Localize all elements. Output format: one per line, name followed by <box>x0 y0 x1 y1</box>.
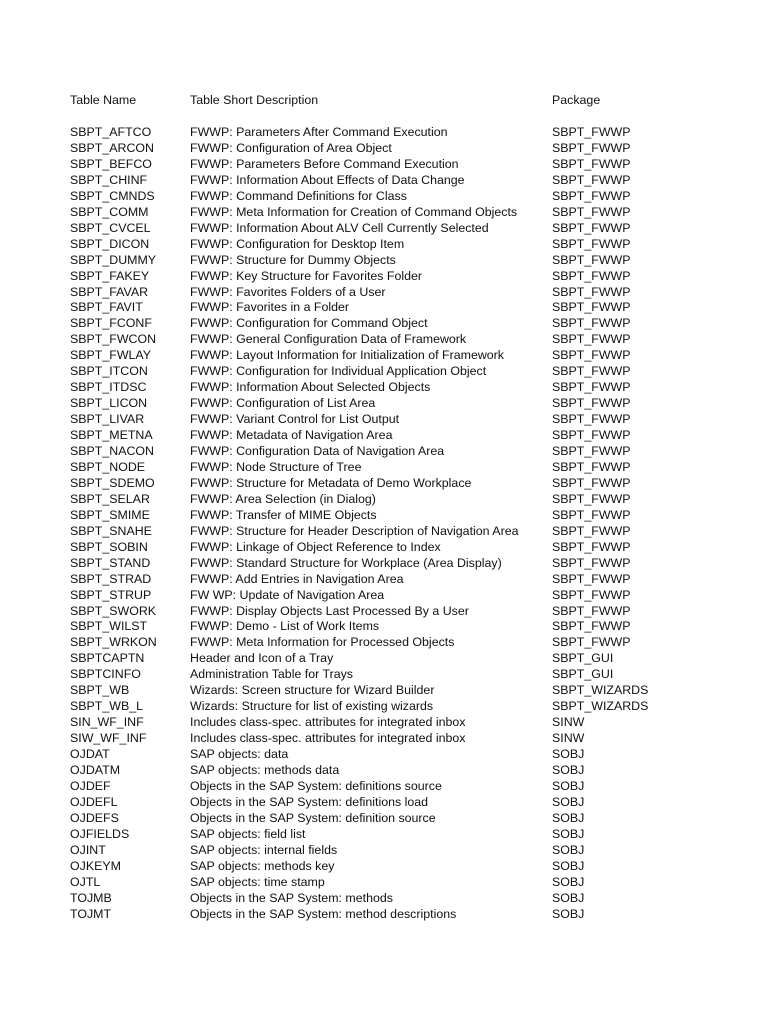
table-name-cell: SBPT_SMIME <box>70 507 150 522</box>
description-cell: FWWP: Configuration for Individual Application Object <box>190 364 487 379</box>
package-cell: SBPT_FWWP <box>552 539 631 554</box>
description-cell: FWWP: Meta Information for Creation of Command Objects <box>190 204 518 219</box>
table-name-cell: SIN_WF_INF <box>70 715 144 730</box>
description-cell: FWWP: Parameters After Command Execution <box>190 125 448 139</box>
description-cell: Objects in the SAP System: definitions load <box>190 794 429 809</box>
package-cell: SOBJ <box>552 874 585 889</box>
description-cell: FWWP: Configuration of List Area <box>190 396 376 411</box>
table-name-cell: SBPT_STRUP <box>70 587 152 602</box>
description-cell: SAP objects: data <box>190 747 289 762</box>
table-row <box>0 523 768 539</box>
table-name-cell: SBPT_SDEMO <box>70 475 155 490</box>
table-row <box>0 475 768 491</box>
description-cell: FWWP: Linkage of Object Reference to Index <box>190 539 441 554</box>
description-cell: FWWP: Structure for Header Description of Navigation Area <box>190 523 519 538</box>
table-name-cell: SBPT_DICON <box>70 236 150 251</box>
table-header-row <box>0 92 768 108</box>
package-cell: SBPT_FWWP <box>552 284 631 299</box>
package-cell: SOBJ <box>552 763 585 777</box>
table-name-cell: SBPT_METNA <box>70 428 153 443</box>
table-name-cell: OJINT <box>70 842 106 857</box>
table-row <box>0 331 768 347</box>
table-row <box>0 220 768 236</box>
description-cell: FWWP: Meta Information for Processed Objects <box>190 635 455 650</box>
description-cell: FWWP: Configuration of Area Object <box>190 140 392 155</box>
description-cell: FWWP: Configuration for Command Object <box>190 316 428 331</box>
table-row <box>0 491 768 507</box>
table-name-cell: SBPT_LICON <box>70 396 148 411</box>
table-row <box>0 618 768 634</box>
table-row <box>0 411 768 427</box>
package-cell: SBPT_FWWP <box>552 316 631 331</box>
description-cell: FWWP: Structure for Dummy Objects <box>190 252 396 267</box>
description-cell: Header and Icon of a Tray <box>190 651 334 666</box>
table-row <box>0 363 768 379</box>
description-cell: Wizards: Structure for list of existing wizards <box>190 699 434 714</box>
description-cell: FWWP: Demo - List of Work Items <box>190 619 380 634</box>
table-name-cell: SBPT_AFTCO <box>70 125 152 139</box>
package-cell: SOBJ <box>552 842 585 857</box>
package-cell: SOBJ <box>552 778 585 793</box>
description-cell: FWWP: Area Selection (in Dialog) <box>190 491 376 506</box>
package-cell: SBPT_FWWP <box>552 587 631 602</box>
table-row <box>0 666 768 682</box>
table-name-cell: SIW_WF_INF <box>70 731 147 746</box>
description-cell: FWWP: Information About ALV Cell Currently Selected <box>190 220 489 235</box>
table-name-cell: SBPT_SWORK <box>70 603 157 618</box>
table-row <box>0 427 768 443</box>
table-row <box>0 347 768 363</box>
table-row <box>0 299 768 315</box>
description-cell: FWWP: Key Structure for Favorites Folder <box>190 268 423 283</box>
table-name-cell: SBPT_FWLAY <box>70 348 152 363</box>
description-cell: FWWP: Configuration for Desktop Item <box>190 236 405 251</box>
table-row <box>0 571 768 587</box>
table-name-cell: SBPT_FWCON <box>70 332 157 347</box>
table-row <box>0 603 768 619</box>
package-cell: SOBJ <box>552 794 585 809</box>
description-cell: FWWP: Configuration Data of Navigation Area <box>190 444 445 458</box>
table-name-cell: SBPT_DUMMY <box>70 252 157 267</box>
package-cell: SBPT_FWWP <box>552 140 631 155</box>
table-name-cell: SBPTCAPTN <box>70 651 145 666</box>
table-row <box>0 714 768 730</box>
package-cell: SBPT_FWWP <box>552 188 631 203</box>
column-header-package: Package <box>552 93 601 107</box>
table-row <box>0 906 768 922</box>
package-cell: SBPT_FWWP <box>552 172 631 187</box>
table-row <box>0 124 768 140</box>
table-name-cell: SBPT_FAVAR <box>70 284 149 299</box>
table-row <box>0 188 768 204</box>
table-row <box>0 858 768 874</box>
table-row <box>0 172 768 188</box>
package-cell: SBPT_FWWP <box>552 364 631 379</box>
table-row <box>0 682 768 698</box>
description-cell: Wizards: Screen structure for Wizard Builder <box>190 683 435 698</box>
table-name-cell: SBPT_WILST <box>70 619 148 634</box>
description-cell: Objects in the SAP System: method descriptions <box>190 906 457 921</box>
package-cell: SOBJ <box>552 858 585 873</box>
package-cell: SBPT_FWWP <box>552 300 631 315</box>
table-name-cell: TOJMB <box>70 890 112 905</box>
table-row <box>0 156 768 172</box>
package-cell: SBPT_FWWP <box>552 236 631 251</box>
table-row <box>0 284 768 300</box>
table-row <box>0 587 768 603</box>
table-row <box>0 842 768 858</box>
table-name-cell: OJDEFS <box>70 810 119 825</box>
package-cell: SBPT_FWWP <box>552 348 631 363</box>
description-cell: FWWP: Layout Information for Initialization of Framework <box>190 348 505 363</box>
table-name-cell: SBPT_COMM <box>70 204 149 219</box>
package-cell: SBPT_FWWP <box>552 396 631 411</box>
description-cell: Objects in the SAP System: definitions source <box>190 778 442 793</box>
package-cell: SBPT_FWWP <box>552 619 631 634</box>
table-row <box>0 252 768 268</box>
package-cell: SBPT_FWWP <box>552 555 631 570</box>
table-row <box>0 698 768 714</box>
package-cell: SBPT_FWWP <box>552 412 631 427</box>
table-name-cell: SBPT_WB <box>70 683 130 698</box>
table-name-cell: SBPT_BEFCO <box>70 156 152 171</box>
table-row <box>0 746 768 762</box>
description-cell: FWWP: Metadata of Navigation Area <box>190 428 393 443</box>
description-cell: FWWP: Information About Selected Objects <box>190 380 431 395</box>
table-row <box>0 890 768 906</box>
table-name-cell: SBPT_LIVAR <box>70 412 145 427</box>
table-name-cell: OJDEF <box>70 778 111 793</box>
table-name-cell: SBPT_WRKON <box>70 635 157 650</box>
table-row <box>0 650 768 666</box>
package-cell: SBPT_WIZARDS <box>552 699 649 714</box>
description-cell: SAP objects: methods data <box>190 763 340 777</box>
package-cell: SBPT_GUI <box>552 651 614 666</box>
package-cell: SBPT_FWWP <box>552 523 631 538</box>
description-cell: FWWP: Structure for Metadata of Demo Workplace <box>190 475 472 490</box>
description-cell: FWWP: Standard Structure for Workplace (Area Display) <box>190 555 502 570</box>
package-cell: SBPT_FWWP <box>552 156 631 171</box>
description-cell: FWWP: Information About Effects of Data Change <box>190 172 465 187</box>
table-name-cell: SBPT_FCONF <box>70 316 152 331</box>
description-cell: FWWP: Command Definitions for Class <box>190 188 407 203</box>
package-cell: SBPT_FWWP <box>552 571 631 586</box>
description-cell: FWWP: Display Objects Last Processed By a User <box>190 603 469 618</box>
table-name-cell: SBPT_SELAR <box>70 491 150 506</box>
table-name-cell: TOJMT <box>70 906 112 921</box>
column-header-table-name: Table Name <box>70 93 137 107</box>
table-name-cell: SBPT_ITDSC <box>70 380 147 395</box>
table-row <box>0 634 768 650</box>
package-cell: SOBJ <box>552 747 585 762</box>
table-row <box>0 268 768 284</box>
table-name-cell: OJFIELDS <box>70 826 130 841</box>
description-cell: FWWP: Favorites Folders of a User <box>190 284 386 299</box>
table-row <box>0 874 768 890</box>
package-cell: SBPT_FWWP <box>552 125 631 139</box>
description-cell: SAP objects: time stamp <box>190 874 325 889</box>
package-cell: SBPT_FWWP <box>552 332 631 347</box>
package-cell: SINW <box>552 731 585 746</box>
table-name-cell: SBPT_NODE <box>70 459 146 474</box>
table-name-cell: SBPT_ITCON <box>70 364 148 379</box>
table-name-cell: SBPT_FAVIT <box>70 300 143 315</box>
package-cell: SBPT_FWWP <box>552 220 631 235</box>
package-cell: SOBJ <box>552 826 585 841</box>
table-name-cell: SBPT_CMNDS <box>70 188 155 203</box>
table-row <box>0 826 768 842</box>
table-row <box>0 140 768 156</box>
table-row <box>0 395 768 411</box>
table-row <box>0 459 768 475</box>
table-row <box>0 507 768 523</box>
description-cell: FWWP: Variant Control for List Output <box>190 412 400 427</box>
description-cell: FWWP: General Configuration Data of Framework <box>190 332 467 347</box>
package-cell: SOBJ <box>552 890 585 905</box>
description-cell: FW WP: Update of Navigation Area <box>190 587 385 602</box>
description-cell: Administration Table for Trays <box>190 667 353 682</box>
description-cell: Includes class-spec. attributes for integrated inbox <box>190 731 466 746</box>
package-cell: SBPT_FWWP <box>552 252 631 267</box>
package-cell: SOBJ <box>552 810 585 825</box>
package-cell: SOBJ <box>552 906 585 921</box>
description-cell: Objects in the SAP System: methods <box>190 890 393 905</box>
table-row <box>0 236 768 252</box>
description-cell: FWWP: Favorites in a Folder <box>190 300 350 315</box>
description-cell: FWWP: Transfer of MIME Objects <box>190 507 377 522</box>
description-cell: Objects in the SAP System: definition source <box>190 810 436 825</box>
table-name-cell: OJDEFL <box>70 794 118 809</box>
table-row <box>0 555 768 571</box>
package-cell: SBPT_FWWP <box>552 204 631 219</box>
description-cell: SAP objects: field list <box>190 826 306 841</box>
package-cell: SBPT_FWWP <box>552 507 631 522</box>
description-cell: FWWP: Add Entries in Navigation Area <box>190 571 404 586</box>
table-row <box>0 443 768 459</box>
package-cell: SBPT_FWWP <box>552 475 631 490</box>
package-cell: SBPT_FWWP <box>552 603 631 618</box>
description-cell: SAP objects: internal fields <box>190 842 338 857</box>
description-cell: FWWP: Node Structure of Tree <box>190 459 362 474</box>
table-row <box>0 762 768 778</box>
table-row <box>0 204 768 220</box>
table-name-cell: SBPT_STAND <box>70 555 151 570</box>
table-name-cell: OJDATM <box>70 763 121 777</box>
table-name-cell: SBPT_ARCON <box>70 140 154 155</box>
package-cell: SBPT_FWWP <box>552 635 631 650</box>
table-row <box>0 794 768 810</box>
table-name-cell: OJTL <box>70 874 101 889</box>
table-row <box>0 315 768 331</box>
table-row <box>0 778 768 794</box>
table-row <box>0 379 768 395</box>
table-name-cell: OJDAT <box>70 747 110 762</box>
package-cell: SBPT_FWWP <box>552 444 631 458</box>
table-row <box>0 539 768 555</box>
package-cell: SBPT_FWWP <box>552 268 631 283</box>
table-row <box>0 810 768 826</box>
package-cell: SBPT_FWWP <box>552 459 631 474</box>
table-name-cell: OJKEYM <box>70 858 121 873</box>
table-name-cell: SBPT_FAKEY <box>70 268 150 283</box>
package-cell: SBPT_WIZARDS <box>552 683 649 698</box>
table-name-cell: SBPT_SOBIN <box>70 539 148 554</box>
table-name-cell: SBPT_WB_L <box>70 699 143 714</box>
description-cell: FWWP: Parameters Before Command Execution <box>190 156 459 171</box>
table-name-cell: SBPT_SNAHE <box>70 523 152 538</box>
package-cell: SBPT_FWWP <box>552 428 631 443</box>
description-cell: Includes class-spec. attributes for integrated inbox <box>190 715 466 730</box>
package-cell: SBPT_FWWP <box>552 491 631 506</box>
table-name-cell: SBPT_STRAD <box>70 571 152 586</box>
table-row <box>0 730 768 746</box>
package-cell: SBPT_FWWP <box>552 380 631 395</box>
table-name-cell: SBPT_CVCEL <box>70 220 151 235</box>
table-name-cell: SBPT_NACON <box>70 444 154 458</box>
package-cell: SINW <box>552 715 585 730</box>
table-name-cell: SBPT_CHINF <box>70 172 148 187</box>
column-header-description: Table Short Description <box>190 93 319 107</box>
description-cell: SAP objects: methods key <box>190 858 335 873</box>
package-cell: SBPT_GUI <box>552 667 614 682</box>
table-name-cell: SBPTCINFO <box>70 667 141 682</box>
